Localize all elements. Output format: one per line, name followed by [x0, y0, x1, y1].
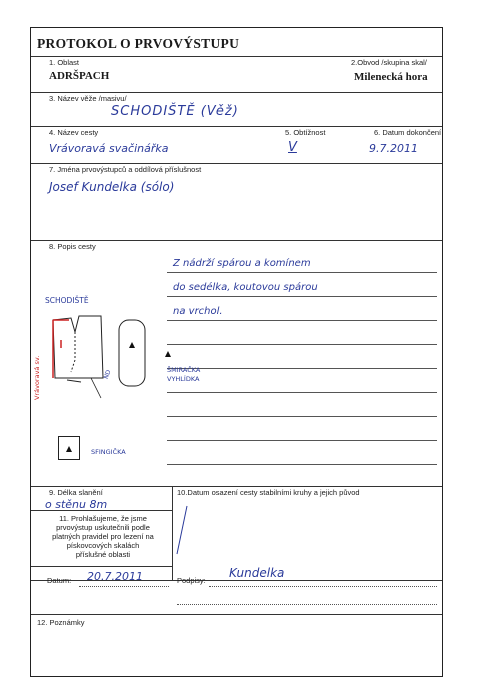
osazeni-slash: [173, 498, 193, 558]
popis-line-2: do sedélka, koutovou spárou: [173, 282, 318, 293]
divider: [31, 486, 442, 487]
ruled-line: [167, 368, 437, 369]
delka-label: 9. Délka slanění: [49, 488, 103, 497]
form-title: PROTOKOL O PRVOVÝSTUPU: [37, 36, 240, 51]
ruled-line: [167, 344, 437, 345]
jmena-value: Josef Kundelka (sólo): [49, 180, 175, 194]
obtiznost-label: 5. Obtížnost: [285, 128, 326, 137]
sketch-nd-label: ND: [102, 369, 113, 380]
divider: [31, 510, 172, 511]
ruled-line: [167, 440, 437, 441]
podpisy-label: Podpisy:: [177, 576, 206, 585]
jmena-label: 7. Jména prvovýstupců a oddílová příslušnost: [49, 165, 202, 174]
sfingicka-marker: [66, 446, 72, 452]
sfingicka-rock: [58, 436, 80, 460]
datum-dokonceni-label: 6. Datum dokončení: [374, 128, 442, 137]
datum-line: [79, 586, 169, 587]
popis-line-1: Z nádrží spárou a komínem: [173, 258, 311, 269]
popis-line-3: na vrchol.: [173, 306, 223, 317]
sketch-side-label: Vrávoravá sv.: [33, 355, 41, 400]
cesta-value: Vrávoravá svačinářka: [49, 142, 169, 155]
ruled-line: [167, 464, 437, 465]
divider: [31, 614, 442, 615]
oblast-value: ADRŠPACH: [49, 70, 110, 82]
ruled-line: [167, 416, 437, 417]
divider: [31, 163, 442, 164]
divider: [31, 240, 442, 241]
vez-value: SCHODIŠTĚ (Věž): [111, 104, 239, 119]
sketch-label-vyhlidka: VYHLÍDKA: [167, 375, 200, 383]
datum-label-text: Datum:: [47, 576, 72, 585]
ruled-line: [167, 272, 437, 273]
cesta-label: 4. Název cesty: [49, 128, 99, 137]
sketch-label-smiracka: ŠMIRAČKA: [167, 366, 201, 374]
smiracka-marker: [165, 351, 171, 357]
obtiznost-value: V: [288, 140, 297, 155]
popis-label: 8. Popis cesty: [49, 242, 96, 251]
prohlaseni-line: příslušné oblasti: [75, 550, 131, 559]
protocol-form: [30, 27, 443, 677]
prohlaseni-text: [35, 514, 171, 559]
divider: [31, 566, 172, 567]
ruled-line: [167, 296, 437, 297]
prohlaseni-line: platných pravidel pro lezení na: [52, 532, 154, 541]
datum-value: 20.7.2011: [87, 570, 143, 583]
podpisy-value: Kundelka: [229, 566, 285, 580]
oblast-label: 1. Oblast: [49, 58, 80, 67]
poznamky-label: 12. Poznámky: [37, 618, 85, 627]
prohlaseni-line: 11. Prohlašujeme, že jsme: [59, 514, 147, 523]
sketch-tower-label: SCHODIŠTĚ: [45, 296, 89, 305]
ruled-line: [167, 392, 437, 393]
podpisy-line-2: [177, 604, 437, 605]
vez-label: 3. Název věže /masivu/: [49, 94, 127, 103]
route-sketch: [31, 298, 167, 458]
datum-dokonceni-value: 9.7.2011: [369, 142, 418, 155]
osazeni-label: 10.Datum osazení cesty stabilními kruhy a jejich původ: [177, 488, 360, 497]
divider: [31, 92, 442, 93]
ruled-line: [167, 320, 437, 321]
delka-value: o stěnu 8m: [45, 498, 108, 511]
prohlaseni-line: pískovcových skalách: [66, 541, 140, 550]
prohlaseni-line: prvovýstup uskutečnili podle: [56, 523, 150, 532]
obvod-label: 2.Obvod /skupina skal/: [351, 58, 427, 67]
divider: [31, 126, 442, 127]
sketch-label-sfingicka: SFINGIČKA: [91, 448, 126, 456]
divider: [31, 56, 442, 57]
summit-marker: [129, 342, 135, 348]
obvod-value: Milenecká hora: [354, 71, 428, 83]
podpisy-line-1: [209, 586, 437, 587]
